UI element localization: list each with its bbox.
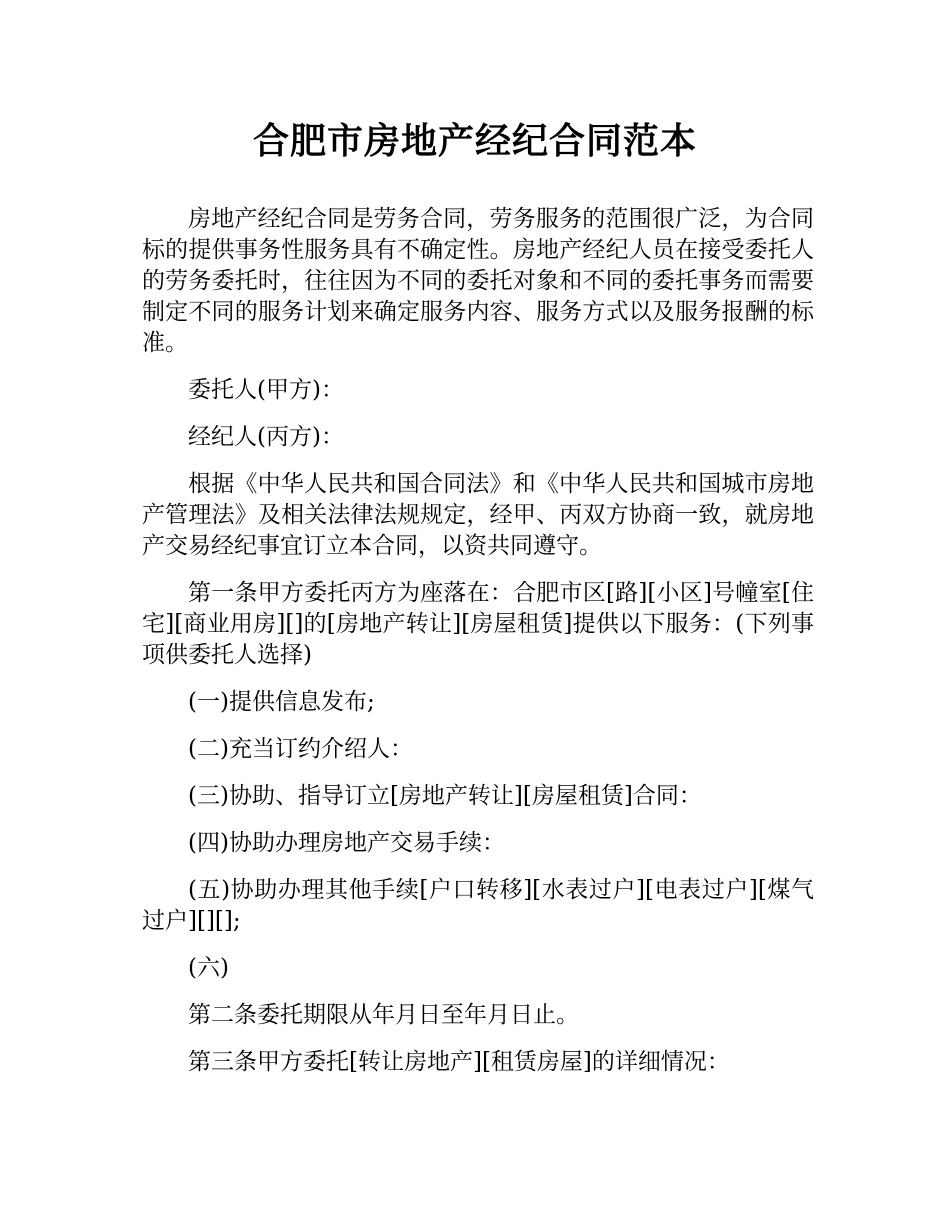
paragraph-service-5: (五)协助办理其他手续[户口转移][水表过户][电表过户][煤气过户][][]; [142, 877, 814, 934]
paragraph-article-1: 第一条甲方委托丙方为座落在：合肥市区[路][小区]号幢室[住宅][商业用房][]的[房地产转让][房屋租赁]提供以下服务：(下列事项供委托人选择) [142, 580, 814, 668]
document-title: 合肥市房地产经纪合同范本 [252, 121, 697, 162]
paragraph-service-3: (三)协助、指导订立[房地产转让][房屋租赁]合同： [188, 783, 702, 809]
paragraph-service-1: (一)提供信息发布; [188, 689, 375, 715]
paragraph-article-2: 第二条委托期限从年月日至年月日止。 [188, 1002, 579, 1028]
paragraph-article-3: 第三条甲方委托[转让房地产][租赁房屋]的详细情况： [188, 1049, 730, 1075]
paragraph-service-4: (四)协助办理房地产交易手续： [188, 830, 505, 856]
paragraph-party-a: 委托人(甲方)： [188, 377, 344, 403]
paragraph-service-2: (二)充当订约介绍人： [188, 736, 413, 762]
paragraph-party-c: 经纪人(丙方)： [188, 424, 344, 450]
paragraph-legal-basis: 根据《中华人民共和国合同法》和《中华人民共和国城市房地产管理法》及相关法律法规规定，经甲、丙双方协商一致，就房地产交易经纪事宜订立本合同，以资共同遵守。 [142, 471, 814, 559]
paragraph-intro: 房地产经纪合同是劳务合同，劳务服务的范围很广泛，为合同标的提供事务性服务具有不确定性。房地产经纪人员在接受委托人的劳务委托时，往往因为不同的委托对象和不同的委托事务而需要制定不同的服务计划来确定服务内容、服务方式以及服务报酬的标准。 [142, 206, 814, 356]
document-body [142, 204, 814, 1094]
paragraph-service-6: (六) [188, 955, 229, 981]
